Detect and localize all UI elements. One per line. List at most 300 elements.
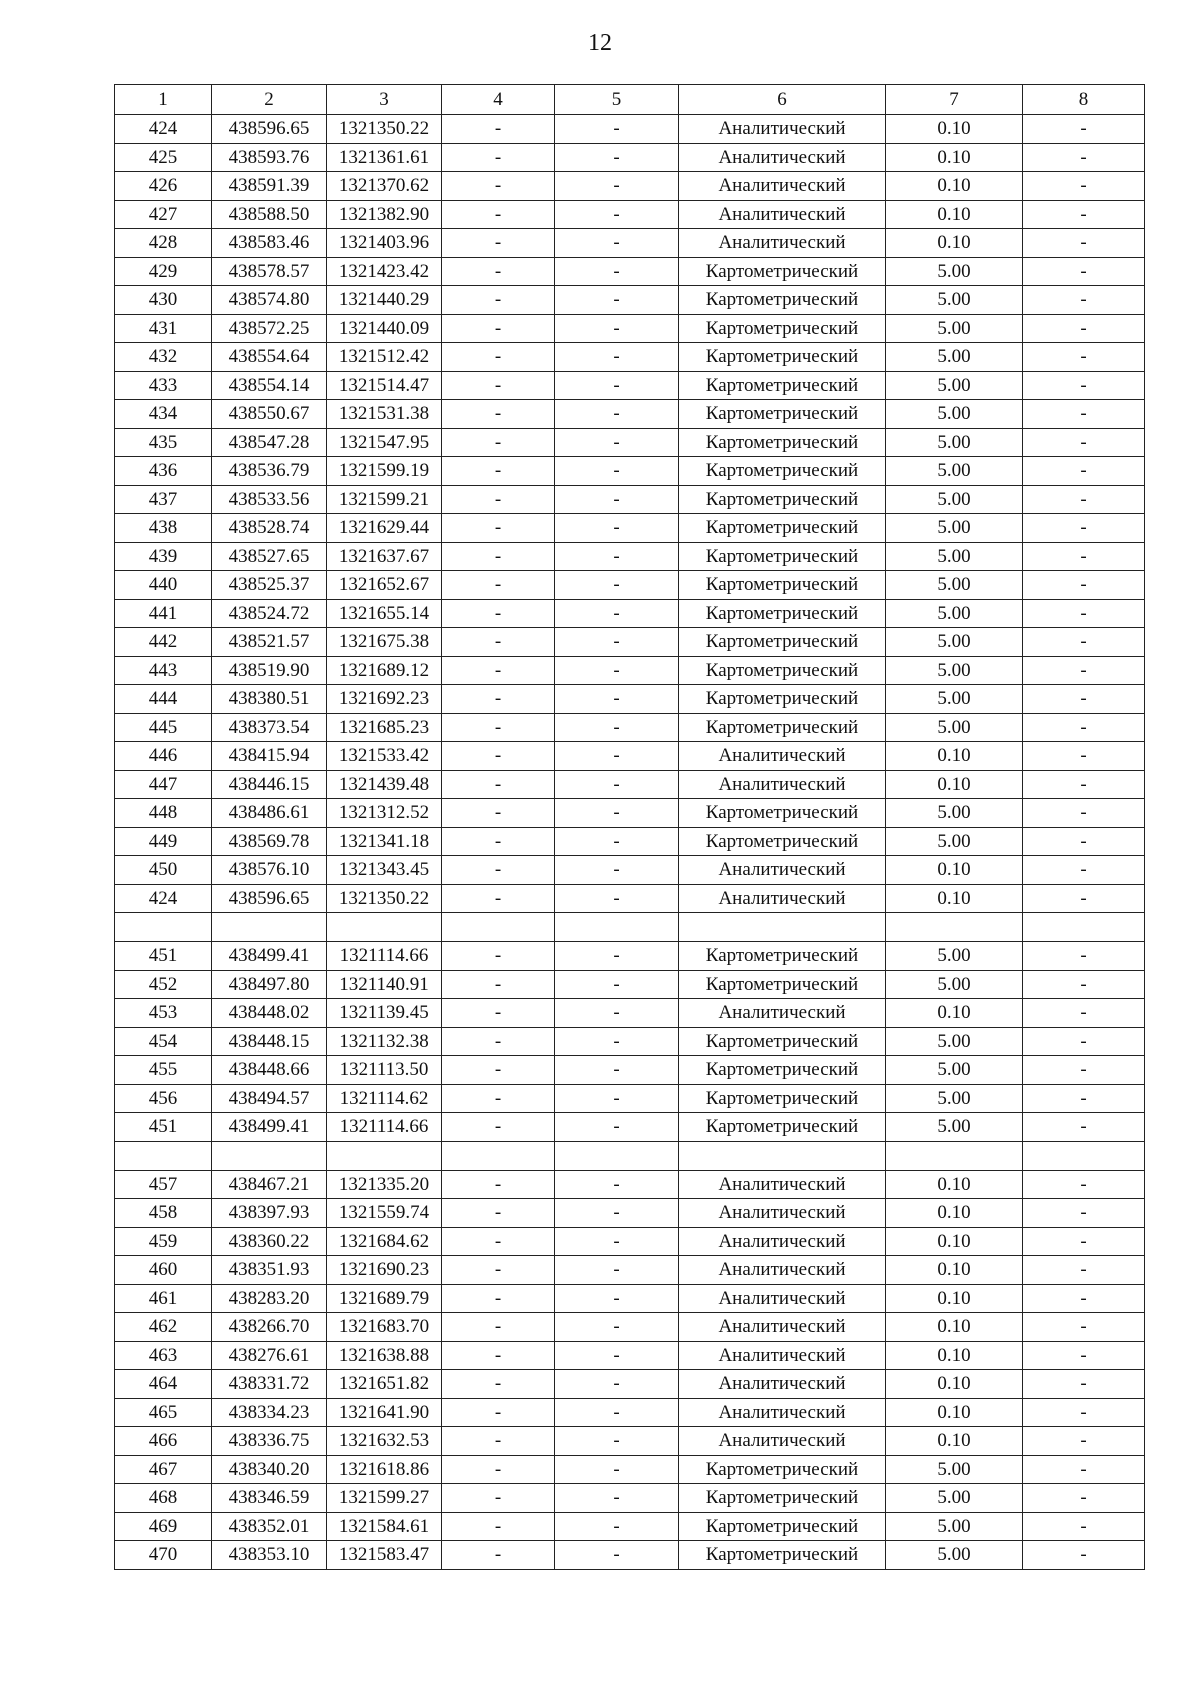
column-4-cell: -: [442, 571, 555, 600]
point-number-cell: 431: [115, 314, 212, 343]
method-cell: Картометрический: [679, 599, 886, 628]
column-8-cell: -: [1023, 1484, 1145, 1513]
column-8-cell: -: [1023, 1341, 1145, 1370]
column-4-cell: -: [442, 400, 555, 429]
accuracy-cell: 5.00: [886, 485, 1023, 514]
point-number-cell: 433: [115, 371, 212, 400]
column-8-cell: -: [1023, 457, 1145, 486]
column-4-cell: -: [442, 457, 555, 486]
table-row: [115, 1256, 1145, 1285]
column-5-cell: -: [555, 343, 679, 372]
accuracy-cell: 5.00: [886, 1084, 1023, 1113]
column-8-cell: -: [1023, 428, 1145, 457]
accuracy-cell: 5.00: [886, 286, 1023, 315]
method-cell: Аналитический: [679, 1398, 886, 1427]
column-5-cell: -: [555, 485, 679, 514]
accuracy-cell: 5.00: [886, 685, 1023, 714]
method-cell: Картометрический: [679, 827, 886, 856]
point-number-cell: 452: [115, 970, 212, 999]
method-cell: Картометрический: [679, 400, 886, 429]
y-coordinate-cell: 1321132.38: [327, 1027, 442, 1056]
table-row: [115, 1227, 1145, 1256]
column-4-cell: -: [442, 1512, 555, 1541]
table-row: [115, 172, 1145, 201]
column-4-cell: -: [442, 485, 555, 514]
column-5-cell: -: [555, 1256, 679, 1285]
column-5-cell: -: [555, 884, 679, 913]
point-number-cell: 430: [115, 286, 212, 315]
y-coordinate-cell: 1321584.61: [327, 1512, 442, 1541]
method-cell: Картометрический: [679, 1027, 886, 1056]
column-4-cell: -: [442, 1056, 555, 1085]
y-coordinate-cell: 1321685.23: [327, 713, 442, 742]
y-coordinate-cell: 1321651.82: [327, 1370, 442, 1399]
accuracy-cell: 5.00: [886, 656, 1023, 685]
table-row: [115, 115, 1145, 144]
accuracy-cell: 0.10: [886, 1341, 1023, 1370]
y-coordinate-cell: 1321114.66: [327, 1113, 442, 1142]
column-5-cell: -: [555, 1341, 679, 1370]
point-number-cell: 464: [115, 1370, 212, 1399]
column-8-cell: -: [1023, 999, 1145, 1028]
accuracy-cell: 0.10: [886, 742, 1023, 771]
column-4-cell: -: [442, 1455, 555, 1484]
accuracy-cell: 0.10: [886, 1284, 1023, 1313]
point-number-cell: 444: [115, 685, 212, 714]
x-coordinate-cell: 438572.25: [212, 314, 327, 343]
point-number-cell: [115, 1141, 212, 1170]
table-row: [115, 1427, 1145, 1456]
point-number-cell: 439: [115, 542, 212, 571]
x-coordinate-cell: [212, 1141, 327, 1170]
column-8-cell: -: [1023, 1199, 1145, 1228]
point-number-cell: 443: [115, 656, 212, 685]
table-row: [115, 884, 1145, 913]
table-row: [115, 770, 1145, 799]
column-5-cell: -: [555, 685, 679, 714]
accuracy-cell: 5.00: [886, 1056, 1023, 1085]
table-row: [115, 1056, 1145, 1085]
table-row: [115, 1199, 1145, 1228]
accuracy-cell: 5.00: [886, 1484, 1023, 1513]
column-8-cell: -: [1023, 143, 1145, 172]
column-4-cell: -: [442, 970, 555, 999]
column-4-cell: -: [442, 1027, 555, 1056]
x-coordinate-cell: 438360.22: [212, 1227, 327, 1256]
y-coordinate-cell: [327, 1141, 442, 1170]
table-row: [115, 1370, 1145, 1399]
point-number-cell: 442: [115, 628, 212, 657]
table-row: [115, 1541, 1145, 1570]
table-row: [115, 1170, 1145, 1199]
column-8-cell: -: [1023, 371, 1145, 400]
column-4-cell: -: [442, 115, 555, 144]
table-row: [115, 400, 1145, 429]
point-number-cell: 447: [115, 770, 212, 799]
method-cell: Картометрический: [679, 1056, 886, 1085]
column-5-cell: -: [555, 1398, 679, 1427]
column-8-cell: -: [1023, 656, 1145, 685]
y-coordinate-cell: 1321599.21: [327, 485, 442, 514]
column-4-cell: -: [442, 428, 555, 457]
column-8-cell: -: [1023, 200, 1145, 229]
accuracy-cell: 5.00: [886, 542, 1023, 571]
table-row: [115, 827, 1145, 856]
method-cell: [679, 913, 886, 942]
coordinates-table: [114, 84, 1145, 1570]
y-coordinate-cell: 1321382.90: [327, 200, 442, 229]
y-coordinate-cell: 1321618.86: [327, 1455, 442, 1484]
y-coordinate-cell: 1321403.96: [327, 229, 442, 258]
column-5-cell: -: [555, 200, 679, 229]
table-row: [115, 599, 1145, 628]
x-coordinate-cell: 438448.02: [212, 999, 327, 1028]
y-coordinate-cell: 1321440.29: [327, 286, 442, 315]
x-coordinate-cell: 438528.74: [212, 514, 327, 543]
table-row: [115, 257, 1145, 286]
column-header-2: 2: [212, 85, 327, 115]
column-8-cell: -: [1023, 599, 1145, 628]
column-header-7: 7: [886, 85, 1023, 115]
column-8-cell: -: [1023, 884, 1145, 913]
column-5-cell: -: [555, 457, 679, 486]
table-row: [115, 457, 1145, 486]
accuracy-cell: 5.00: [886, 1541, 1023, 1570]
column-8-cell: -: [1023, 229, 1145, 258]
y-coordinate-cell: 1321641.90: [327, 1398, 442, 1427]
column-8-cell: -: [1023, 1455, 1145, 1484]
point-number-cell: 437: [115, 485, 212, 514]
column-4-cell: -: [442, 999, 555, 1028]
method-cell: Картометрический: [679, 628, 886, 657]
x-coordinate-cell: 438574.80: [212, 286, 327, 315]
column-8-cell: -: [1023, 1398, 1145, 1427]
method-cell: Картометрический: [679, 685, 886, 714]
column-5-cell: -: [555, 1370, 679, 1399]
table-row: [115, 1512, 1145, 1541]
method-cell: Аналитический: [679, 856, 886, 885]
table-row: [115, 1398, 1145, 1427]
method-cell: Картометрический: [679, 942, 886, 971]
column-5-cell: -: [555, 542, 679, 571]
method-cell: Картометрический: [679, 314, 886, 343]
column-5-cell: -: [555, 400, 679, 429]
column-8-cell: -: [1023, 314, 1145, 343]
method-cell: Аналитический: [679, 1370, 886, 1399]
method-cell: Картометрический: [679, 1541, 886, 1570]
x-coordinate-cell: 438266.70: [212, 1313, 327, 1342]
y-coordinate-cell: 1321655.14: [327, 599, 442, 628]
x-coordinate-cell: 438448.15: [212, 1027, 327, 1056]
column-5-cell: -: [555, 742, 679, 771]
table-row: [115, 143, 1145, 172]
x-coordinate-cell: 438352.01: [212, 1512, 327, 1541]
table-row: [115, 1341, 1145, 1370]
table-row: [115, 314, 1145, 343]
column-5-cell: -: [555, 599, 679, 628]
x-coordinate-cell: 438596.65: [212, 884, 327, 913]
column-4-cell: -: [442, 200, 555, 229]
column-8-cell: -: [1023, 1056, 1145, 1085]
table-row: [115, 200, 1145, 229]
x-coordinate-cell: 438550.67: [212, 400, 327, 429]
x-coordinate-cell: 438448.66: [212, 1056, 327, 1085]
y-coordinate-cell: 1321692.23: [327, 685, 442, 714]
accuracy-cell: 5.00: [886, 1512, 1023, 1541]
column-8-cell: -: [1023, 856, 1145, 885]
column-header-3: 3: [327, 85, 442, 115]
point-number-cell: 469: [115, 1512, 212, 1541]
column-5-cell: -: [555, 571, 679, 600]
method-cell: Аналитический: [679, 1313, 886, 1342]
method-cell: Картометрический: [679, 1113, 886, 1142]
column-4-cell: -: [442, 1541, 555, 1570]
point-number-cell: 454: [115, 1027, 212, 1056]
column-8-cell: [1023, 913, 1145, 942]
accuracy-cell: 5.00: [886, 1027, 1023, 1056]
x-coordinate-cell: 438519.90: [212, 656, 327, 685]
x-coordinate-cell: 438578.57: [212, 257, 327, 286]
y-coordinate-cell: 1321599.19: [327, 457, 442, 486]
accuracy-cell: 5.00: [886, 713, 1023, 742]
x-coordinate-cell: 438334.23: [212, 1398, 327, 1427]
method-cell: Аналитический: [679, 999, 886, 1028]
column-4-cell: -: [442, 172, 555, 201]
point-number-cell: 435: [115, 428, 212, 457]
point-number-cell: 424: [115, 884, 212, 913]
column-header-6: 6: [679, 85, 886, 115]
y-coordinate-cell: 1321652.67: [327, 571, 442, 600]
accuracy-cell: 5.00: [886, 400, 1023, 429]
column-5-cell: -: [555, 656, 679, 685]
y-coordinate-cell: 1321547.95: [327, 428, 442, 457]
point-number-cell: 470: [115, 1541, 212, 1570]
column-4-cell: -: [442, 257, 555, 286]
column-5-cell: -: [555, 1227, 679, 1256]
method-cell: Аналитический: [679, 1170, 886, 1199]
point-number-cell: 450: [115, 856, 212, 885]
accuracy-cell: 0.10: [886, 1256, 1023, 1285]
table-row: [115, 514, 1145, 543]
method-cell: Аналитический: [679, 1227, 886, 1256]
table-row: [115, 428, 1145, 457]
accuracy-cell: 5.00: [886, 514, 1023, 543]
method-cell: Аналитический: [679, 770, 886, 799]
column-8-cell: -: [1023, 1370, 1145, 1399]
accuracy-cell: 0.10: [886, 1227, 1023, 1256]
column-5-cell: -: [555, 1541, 679, 1570]
accuracy-cell: 5.00: [886, 571, 1023, 600]
method-cell: Картометрический: [679, 514, 886, 543]
accuracy-cell: 0.10: [886, 770, 1023, 799]
table-row: [115, 856, 1145, 885]
column-5-cell: -: [555, 428, 679, 457]
point-number-cell: 456: [115, 1084, 212, 1113]
accuracy-cell: 0.10: [886, 1398, 1023, 1427]
point-number-cell: 451: [115, 942, 212, 971]
method-cell: Картометрический: [679, 286, 886, 315]
column-8-cell: -: [1023, 286, 1145, 315]
column-5-cell: -: [555, 942, 679, 971]
column-8-cell: -: [1023, 257, 1145, 286]
method-cell: Картометрический: [679, 571, 886, 600]
accuracy-cell: 0.10: [886, 1313, 1023, 1342]
column-5-cell: -: [555, 172, 679, 201]
point-number-cell: 451: [115, 1113, 212, 1142]
x-coordinate-cell: 438588.50: [212, 200, 327, 229]
column-4-cell: -: [442, 1084, 555, 1113]
table-row: [115, 542, 1145, 571]
point-number-cell: 429: [115, 257, 212, 286]
method-cell: Картометрический: [679, 1084, 886, 1113]
column-8-cell: -: [1023, 1427, 1145, 1456]
accuracy-cell: 0.10: [886, 1427, 1023, 1456]
y-coordinate-cell: 1321683.70: [327, 1313, 442, 1342]
x-coordinate-cell: 438283.20: [212, 1284, 327, 1313]
point-number-cell: 457: [115, 1170, 212, 1199]
accuracy-cell: 5.00: [886, 970, 1023, 999]
y-coordinate-cell: 1321689.12: [327, 656, 442, 685]
x-coordinate-cell: 438499.41: [212, 942, 327, 971]
column-5-cell: -: [555, 827, 679, 856]
column-8-cell: -: [1023, 827, 1145, 856]
column-8-cell: -: [1023, 1541, 1145, 1570]
column-4-cell: -: [442, 1170, 555, 1199]
accuracy-cell: 5.00: [886, 314, 1023, 343]
column-4-cell: -: [442, 1313, 555, 1342]
table-row: [115, 485, 1145, 514]
accuracy-cell: 0.10: [886, 1170, 1023, 1199]
table-row: [115, 742, 1145, 771]
y-coordinate-cell: 1321361.61: [327, 143, 442, 172]
x-coordinate-cell: 438533.56: [212, 485, 327, 514]
y-coordinate-cell: 1321559.74: [327, 1199, 442, 1228]
method-cell: Аналитический: [679, 229, 886, 258]
point-number-cell: 434: [115, 400, 212, 429]
column-5-cell: -: [555, 286, 679, 315]
column-4-cell: -: [442, 143, 555, 172]
table-row: [115, 685, 1145, 714]
method-cell: Картометрический: [679, 257, 886, 286]
x-coordinate-cell: 438276.61: [212, 1341, 327, 1370]
y-coordinate-cell: 1321675.38: [327, 628, 442, 657]
column-5-cell: -: [555, 628, 679, 657]
column-5-cell: -: [555, 856, 679, 885]
column-5-cell: -: [555, 1056, 679, 1085]
x-coordinate-cell: 438486.61: [212, 799, 327, 828]
accuracy-cell: [886, 913, 1023, 942]
accuracy-cell: 0.10: [886, 143, 1023, 172]
method-cell: Аналитический: [679, 115, 886, 144]
column-8-cell: -: [1023, 400, 1145, 429]
column-4-cell: -: [442, 884, 555, 913]
accuracy-cell: 5.00: [886, 628, 1023, 657]
column-4-cell: -: [442, 856, 555, 885]
x-coordinate-cell: 438593.76: [212, 143, 327, 172]
y-coordinate-cell: 1321632.53: [327, 1427, 442, 1456]
y-coordinate-cell: 1321638.88: [327, 1341, 442, 1370]
column-4-cell: -: [442, 713, 555, 742]
y-coordinate-cell: 1321531.38: [327, 400, 442, 429]
y-coordinate-cell: 1321583.47: [327, 1541, 442, 1570]
column-8-cell: [1023, 1141, 1145, 1170]
x-coordinate-cell: 438591.39: [212, 172, 327, 201]
method-cell: Картометрический: [679, 656, 886, 685]
column-5-cell: -: [555, 371, 679, 400]
column-8-cell: -: [1023, 685, 1145, 714]
table-row: [115, 1313, 1145, 1342]
x-coordinate-cell: 438596.65: [212, 115, 327, 144]
method-cell: Аналитический: [679, 200, 886, 229]
column-4-cell: -: [442, 1113, 555, 1142]
point-number-cell: 463: [115, 1341, 212, 1370]
column-8-cell: -: [1023, 1113, 1145, 1142]
column-4-cell: -: [442, 827, 555, 856]
x-coordinate-cell: 438536.79: [212, 457, 327, 486]
column-4-cell: -: [442, 1484, 555, 1513]
accuracy-cell: 0.10: [886, 1370, 1023, 1399]
y-coordinate-cell: 1321689.79: [327, 1284, 442, 1313]
column-4-cell: -: [442, 1341, 555, 1370]
method-cell: Картометрический: [679, 799, 886, 828]
point-number-cell: 441: [115, 599, 212, 628]
column-4-cell: -: [442, 1227, 555, 1256]
column-5-cell: -: [555, 1484, 679, 1513]
column-4-cell: -: [442, 1398, 555, 1427]
point-number-cell: 424: [115, 115, 212, 144]
column-header-4: 4: [442, 85, 555, 115]
x-coordinate-cell: 438525.37: [212, 571, 327, 600]
column-5-cell: -: [555, 770, 679, 799]
table-row: [115, 371, 1145, 400]
column-4-cell: [442, 1141, 555, 1170]
x-coordinate-cell: 438373.54: [212, 713, 327, 742]
method-cell: Картометрический: [679, 343, 886, 372]
column-8-cell: -: [1023, 1027, 1145, 1056]
column-8-cell: -: [1023, 770, 1145, 799]
column-8-cell: -: [1023, 115, 1145, 144]
method-cell: Аналитический: [679, 143, 886, 172]
table-row: [115, 1484, 1145, 1513]
x-coordinate-cell: 438499.41: [212, 1113, 327, 1142]
table-row: [115, 1455, 1145, 1484]
y-coordinate-cell: [327, 913, 442, 942]
point-number-cell: 436: [115, 457, 212, 486]
point-number-cell: 448: [115, 799, 212, 828]
x-coordinate-cell: 438569.78: [212, 827, 327, 856]
accuracy-cell: 5.00: [886, 371, 1023, 400]
y-coordinate-cell: 1321343.45: [327, 856, 442, 885]
table-row: [115, 1284, 1145, 1313]
column-5-cell: -: [555, 314, 679, 343]
table-row-blank: [115, 913, 1145, 942]
column-4-cell: -: [442, 799, 555, 828]
accuracy-cell: 0.10: [886, 999, 1023, 1028]
y-coordinate-cell: 1321599.27: [327, 1484, 442, 1513]
column-5-cell: -: [555, 1313, 679, 1342]
y-coordinate-cell: 1321637.67: [327, 542, 442, 571]
column-8-cell: -: [1023, 1256, 1145, 1285]
column-4-cell: -: [442, 229, 555, 258]
column-8-cell: -: [1023, 970, 1145, 999]
accuracy-cell: 5.00: [886, 942, 1023, 971]
accuracy-cell: 0.10: [886, 884, 1023, 913]
x-coordinate-cell: 438346.59: [212, 1484, 327, 1513]
point-number-cell: 438: [115, 514, 212, 543]
column-8-cell: -: [1023, 485, 1145, 514]
point-number-cell: 462: [115, 1313, 212, 1342]
column-4-cell: -: [442, 1370, 555, 1399]
